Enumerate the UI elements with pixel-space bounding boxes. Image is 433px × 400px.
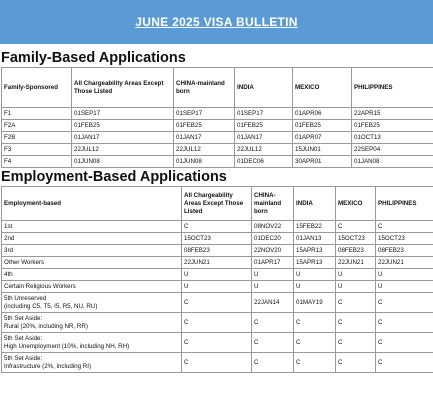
family-row-cell: 01JUN08 [174, 156, 235, 168]
employment-row [2, 221, 433, 233]
employment-row-cell: U [336, 269, 376, 281]
bulletin-title: JUNE 2025 VISA BULLETIN [135, 15, 298, 29]
employment-row [2, 353, 433, 373]
employment-row-cell: C [336, 221, 376, 233]
family-row [2, 120, 433, 132]
family-header-row [2, 68, 433, 108]
employment-table [1, 186, 433, 373]
family-row-cell: 01JAN17 [174, 132, 235, 144]
employment-row-label: 5th Set Aside: Infrastructure (2%, including RI) [2, 353, 182, 373]
employment-row-cell: 15FEB22 [294, 221, 336, 233]
family-row-cell: 01JAN17 [72, 132, 174, 144]
employment-row-label: 3rd [2, 245, 182, 257]
employment-row-cell: C [336, 353, 376, 373]
employment-row-cell: C [376, 353, 433, 373]
bulletin-banner [0, 0, 433, 44]
employment-row-cell: C [336, 313, 376, 333]
employment-row-cell: C [336, 293, 376, 313]
employment-row [2, 293, 433, 313]
employment-row-cell: 01APR17 [252, 257, 294, 269]
employment-row-label: 5th Set Aside: Rural (20%, including NR, RR) [2, 313, 182, 333]
employment-row-label: 2nd [2, 233, 182, 245]
employment-header-cell: Employment-based [2, 187, 182, 221]
employment-row [2, 257, 433, 269]
employment-row-cell: C [182, 353, 252, 373]
family-header-cell: Family-Sponsored [2, 68, 72, 108]
family-header-cell: PHILIPPINES [352, 68, 433, 108]
family-row-cell: 01SEP17 [235, 108, 293, 120]
employment-row-cell: C [294, 313, 336, 333]
employment-row-cell: C [376, 313, 433, 333]
employment-row-cell: C [376, 293, 433, 313]
employment-row-cell: 15APR13 [294, 257, 336, 269]
family-row-cell: 22SEP04 [352, 144, 433, 156]
family-row [2, 108, 433, 120]
employment-row-cell: 01DEC20 [252, 233, 294, 245]
employment-row-label: 4th [2, 269, 182, 281]
family-row-cell: 01FEB25 [72, 120, 174, 132]
employment-row-cell: C [294, 353, 336, 373]
employment-row-cell: C [182, 293, 252, 313]
employment-row-cell: C [182, 221, 252, 233]
employment-row-cell: 22JUN21 [376, 257, 433, 269]
employment-row-cell: U [252, 269, 294, 281]
family-table [1, 67, 433, 168]
employment-row [2, 233, 433, 245]
family-row-cell: 01SEP17 [174, 108, 235, 120]
family-row-cell: 01FEB25 [235, 120, 293, 132]
employment-row-label: 5th Unreserved (including C5, T5, I5, R5, NU, RU) [2, 293, 182, 313]
employment-row-label: 1st [2, 221, 182, 233]
employment-row [2, 281, 433, 293]
employment-row-cell: U [252, 281, 294, 293]
employment-row-cell: U [182, 269, 252, 281]
employment-row [2, 269, 433, 281]
family-row-label: F2A [2, 120, 72, 132]
employment-row [2, 333, 433, 353]
employment-row-cell: 22JAN14 [252, 293, 294, 313]
employment-row-cell: U [182, 281, 252, 293]
employment-row-cell: 22NOV20 [252, 245, 294, 257]
family-header-cell: INDIA [235, 68, 293, 108]
employment-header-row [2, 187, 433, 221]
employment-header-cell: MEXICO [336, 187, 376, 221]
family-row-cell: 01APR06 [293, 108, 352, 120]
family-row-label: F3 [2, 144, 72, 156]
employment-row-cell: U [376, 281, 433, 293]
family-header-cell: All Chargeability Areas Except Those Listed [72, 68, 174, 108]
employment-row-cell: C [376, 221, 433, 233]
family-row-cell: 01DEC06 [235, 156, 293, 168]
employment-row-cell: 08FEB23 [376, 245, 433, 257]
family-table-body [2, 108, 433, 168]
family-section-heading: Family-Based Applications [1, 50, 186, 66]
employment-row-cell: C [252, 313, 294, 333]
employment-row-cell: 22JUN21 [336, 257, 376, 269]
family-header-cell: CHINA-mainland born [174, 68, 235, 108]
employment-row-cell: 15OCT23 [376, 233, 433, 245]
employment-row-cell: 15OCT23 [336, 233, 376, 245]
family-row-label: F2B [2, 132, 72, 144]
employment-row-cell: 22JUN21 [182, 257, 252, 269]
employment-row-cell: 08FEB23 [336, 245, 376, 257]
employment-header-cell: INDIA [294, 187, 336, 221]
family-row-cell: 01JUN08 [72, 156, 174, 168]
family-row-cell: 22APR15 [352, 108, 433, 120]
employment-header-cell: CHINA-mainland born [252, 187, 294, 221]
family-row-cell: 22JUL12 [235, 144, 293, 156]
family-row-cell: 15JUN01 [293, 144, 352, 156]
employment-row [2, 313, 433, 333]
family-header-cell: MEXICO [293, 68, 352, 108]
family-row-cell: 22JUL12 [174, 144, 235, 156]
family-row-cell: 01SEP17 [72, 108, 174, 120]
employment-row-cell: C [294, 333, 336, 353]
employment-row-cell: 15OCT23 [182, 233, 252, 245]
family-row-cell: 01JAN17 [235, 132, 293, 144]
employment-row-cell: U [336, 281, 376, 293]
employment-row-label: Certain Religious Workers [2, 281, 182, 293]
employment-header-cell: All Chargeability Areas Except Those Listed [182, 187, 252, 221]
family-row-cell: 01FEB25 [293, 120, 352, 132]
employment-row-label: Other Workers [2, 257, 182, 269]
employment-row-cell: C [182, 333, 252, 353]
family-row-cell: 01FEB25 [352, 120, 433, 132]
employment-row-cell: 01JAN13 [294, 233, 336, 245]
family-row-label: F1 [2, 108, 72, 120]
family-row-label: F4 [2, 156, 72, 168]
family-row [2, 156, 433, 168]
family-row [2, 144, 433, 156]
employment-row [2, 245, 433, 257]
family-row-cell: 01APR07 [293, 132, 352, 144]
employment-row-cell: 08NOV22 [252, 221, 294, 233]
employment-row-cell: C [252, 353, 294, 373]
employment-row-cell: U [376, 269, 433, 281]
employment-section-heading: Employment-Based Applications [1, 169, 227, 185]
family-row-cell: 22JUL12 [72, 144, 174, 156]
employment-row-cell: C [252, 333, 294, 353]
employment-row-cell: U [294, 281, 336, 293]
family-row-cell: 01JAN08 [352, 156, 433, 168]
family-row-cell: 01OCT13 [352, 132, 433, 144]
employment-table-body [2, 221, 433, 373]
employment-row-cell: 15APR13 [294, 245, 336, 257]
family-row-cell: 30APR01 [293, 156, 352, 168]
employment-row-cell: 08FEB23 [182, 245, 252, 257]
employment-row-cell: C [336, 333, 376, 353]
employment-header-cell: PHILIPPINES [376, 187, 433, 221]
employment-row-cell: C [182, 313, 252, 333]
family-row-cell: 01FEB25 [174, 120, 235, 132]
family-row [2, 132, 433, 144]
employment-row-cell: C [376, 333, 433, 353]
employment-row-cell: U [294, 269, 336, 281]
employment-row-cell: 01MAY19 [294, 293, 336, 313]
employment-row-label: 5th Set Aside: High Unemployment (10%, including NH, RH) [2, 333, 182, 353]
